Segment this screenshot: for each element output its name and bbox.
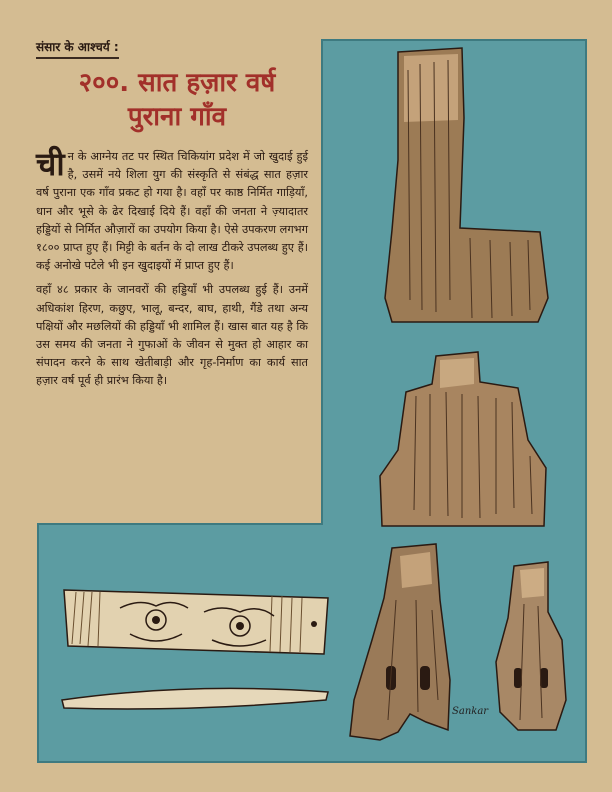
paragraph-1 bbox=[36, 145, 308, 275]
artist-signature: Sankar bbox=[452, 706, 489, 717]
section-header: संसार के आश्चर्य : bbox=[36, 38, 119, 59]
article-body bbox=[36, 145, 308, 397]
carved-plank-artifact bbox=[64, 590, 328, 654]
paragraph-1-text: न के आग्नेय तट पर स्थित चिकियांग प्रदेश में जो खुदाई हुई है, उसमें नये शिला युग की संस्कृति से संबंद्ध सात हज़ार वर्ष पुराना एक गाँव प्रकट हो गया है। वहाँ पर काष्ठ निर्मित गाड़ियाँ, धान और भूसे के ढेर दिखाई दिये हैं। वहाँ की जनता ने ज़्यादातर हड्डियों से निर्मित औज़ारों का उपयोग किया है। ऐसे उपकरण लगभग १८०० प्राप्त हुए हैं। मिट्टी के बर्तन के दो लाख टीकरे उपलब्ध हुए हैं। कई अनोखे पटेले भी इन खुदाइयों में प्राप्त हुए हैं। bbox=[36, 150, 308, 273]
article-title-line-2: पुराना गाँव bbox=[127, 102, 227, 132]
paragraph-2: वहाँ ४८ प्रकार के जानवरों की हड्डियाँ भी उपलब्ध हुई हैं। उनमें अधिकांश हिरण, कछुए, भालू, बन्दर, बाघ, हाथी, गैंडे तथा अन्य पक्षियों और मछलियों की हड्डियाँ भी शामिल हैं। खास बात यह है कि उस समय की जनता ने गुफाओं के जीवन से मुक्त हो आहार का संपादन करने के साथ खेतीबाड़ी और गृह-निर्माण का कार्य सात हज़ार वर्ष पूर्व ही प्रारंभ किया है। bbox=[36, 283, 308, 388]
article-title-line-1: २००. सात हज़ार वर्ष bbox=[78, 68, 276, 98]
drop-cap: ची bbox=[36, 145, 65, 183]
